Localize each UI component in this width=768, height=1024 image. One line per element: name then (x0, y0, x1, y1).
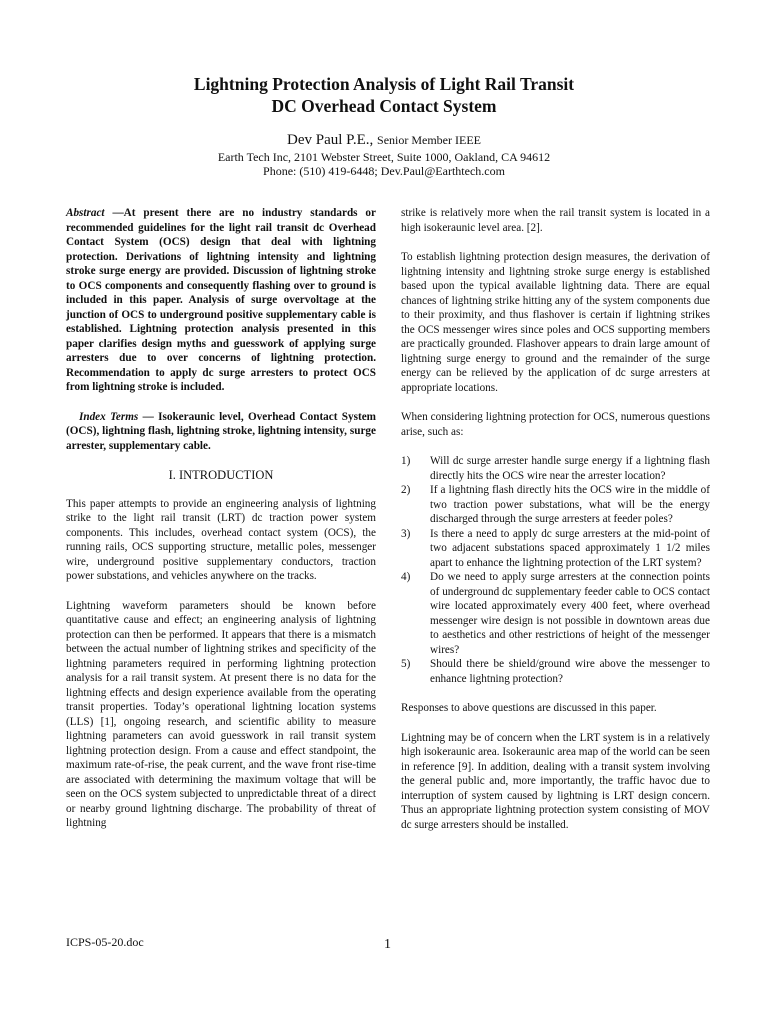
list-item-number: 2) (401, 484, 411, 496)
section-heading-introduction: I. INTRODUCTION (168, 468, 274, 482)
right-paragraph-4: Responses to above questions are discussed in this paper. (401, 702, 657, 714)
author-role: Senior Member IEEE (377, 133, 481, 147)
paper-title-line-1: Lightning Protection Analysis of Light Rail Transit (193, 74, 575, 94)
footer-document-name: ICPS-05-20.doc (66, 935, 144, 949)
list-item-number: 3) (401, 527, 411, 540)
intro-paragraph-2: Lightning waveform parameters should be known before quantitative cause and effect; an engineering analysis of lightning protection can then be performed. It appears that there is a mismatch between the actual number of lightning strikes and specificity of the lightning parameters required in performing lightning protection analysis for a rail transit system. At present there is no data for the lightning effects and design experience available from the operating transit properties. Today’s operational lightning location systems (LLS) [1], ongoing research, and scientific ability to measure lightning parameters can avoid guesswork in rail transit system lightning protection design. From a cause and effect standpoint, the maximum rate-of-rise, the peak current, and the wave front rise-time are associated with determining the maximum voltage that will be seen on the OCS system subjected to unpredictable threat of a direct or nearby ground lightning discharge. The probability of threat of lightning (66, 599, 376, 829)
abstract (66, 206, 376, 395)
page-number: 1 (384, 937, 391, 952)
index-terms-label: Index Terms (79, 410, 139, 423)
right-paragraph-1: strike is relatively more when the rail transit system is located in a high isokeraunic level area. [2]. (401, 207, 710, 234)
abstract-text: —At present there are no industry standards or recommended guidelines for the light rail transit dc Overhead Contact System (OCS) design that deal with lightning protection. Derivations of lightning intensity and lightning stroke surge energy are provided. Discussion of lightning stroke to OCS components and consequently flashing over to ground is included in this paper. Analysis of surge overvoltage at the junction of OCS to underground positive supplementary cable is established. Lightning protection analysis presented in this paper clarifies design myths and guesswork of applying surge arresters due to over concerns of lightning protection. Recommendation to apply dc surge arresters to protect OCS from lightning stroke is included. (66, 207, 376, 393)
abstract-label: Abstract (66, 207, 105, 219)
questions-list (401, 454, 710, 686)
right-paragraph-5: Lightning may be of concern when the LRT system is in a relatively high isokeraunic area. Isokeraunic area map of the world can be seen in reference [9]. In addition, dealing with a transit system involving the general public and, more importantly, the traffic havoc due to interruption of system caused by lightning is LRT design concern. Thus an appropriate lightning protection system consisting of MOV dc surge arresters should be installed. (401, 731, 710, 831)
author-name: Dev Paul P.E., (287, 132, 374, 148)
list-item-number: 5) (401, 658, 411, 670)
intro-paragraph-1: This paper attempts to provide an engineering analysis of lightning strike to the light rail transit (LRT) dc traction power system components. This includes, overhead contact system (OCS), the running rails, OCS supporting structure, metallic poles, messenger wire, underground positive supplementary conductors, traction power substations, and vehicles anywhere on the tracks. (66, 497, 376, 582)
list-item-number: 1) (401, 455, 411, 467)
author-line (0, 131, 768, 149)
right-paragraph-3: When considering lightning protection for OCS, numerous questions arise, such as: (401, 411, 710, 438)
list-item-text: Do we need to apply surge arresters at the connection points of underground dc supplementary feeder cable to OCS contact wire located approximately every 400 feet, where overhead messenger wire design is not possible in downtown areas due to aesthetics and other restrictions of height of the messenger wires? (430, 571, 710, 656)
list-item (401, 657, 710, 686)
list-item (401, 454, 710, 483)
list-item-number: 4) (401, 571, 411, 583)
list-item-text: Is there a need to apply dc surge arresters at the mid-point of two adjacent substations spaced approximately 1 1/2 miles apart to enhance the lightning protection of the LRT system? (430, 527, 710, 569)
list-item (401, 570, 710, 657)
list-item (401, 483, 710, 527)
index-terms (66, 410, 376, 454)
list-item (401, 527, 710, 571)
paper-title-line-2: DC Overhead Contact System (271, 96, 497, 116)
left-column (66, 206, 376, 846)
list-item-text: Will dc surge arrester handle surge energy if a lightning flash directly hits the OCS wire near the arrester location? (430, 455, 710, 482)
index-terms-text: — Isokeraunic level, Overhead Contact System (OCS), lightning flash, lightning stroke, lightning intensity, surge arrester, supplementary cable. (66, 410, 376, 452)
right-column (401, 206, 710, 847)
author-contact: Phone: (510) 419-6448; Dev.Paul@Earthtech.com (263, 164, 505, 178)
right-paragraph-2: To establish lightning protection design measures, the derivation of lightning intensity and lightning stroke surge energy is established based upon the typical available lightning data. There are equal chances of lightning strike hitting any of the system components due to their proximity, and thus flashover is certain if lightning strikes the OCS messenger wires since poles and OCS supporting members are practically grounded. Flashover appears to drain large amount of lightning surge energy to ground and the remainder of the surge energy can be relieved by the application of dc surge arresters at appropriate locations. (401, 251, 710, 394)
author-affiliation: Earth Tech Inc, 2101 Webster Street, Suite 1000, Oakland, CA 94612 (217, 150, 551, 164)
list-item-text: If a lightning flash directly hits the OCS wire in the middle of two traction power substations, what will be the energy discharged through the surge arresters at feeder poles? (430, 484, 710, 525)
list-item-text: Should there be shield/ground wire above the messenger to enhance lightning protection? (430, 658, 710, 685)
